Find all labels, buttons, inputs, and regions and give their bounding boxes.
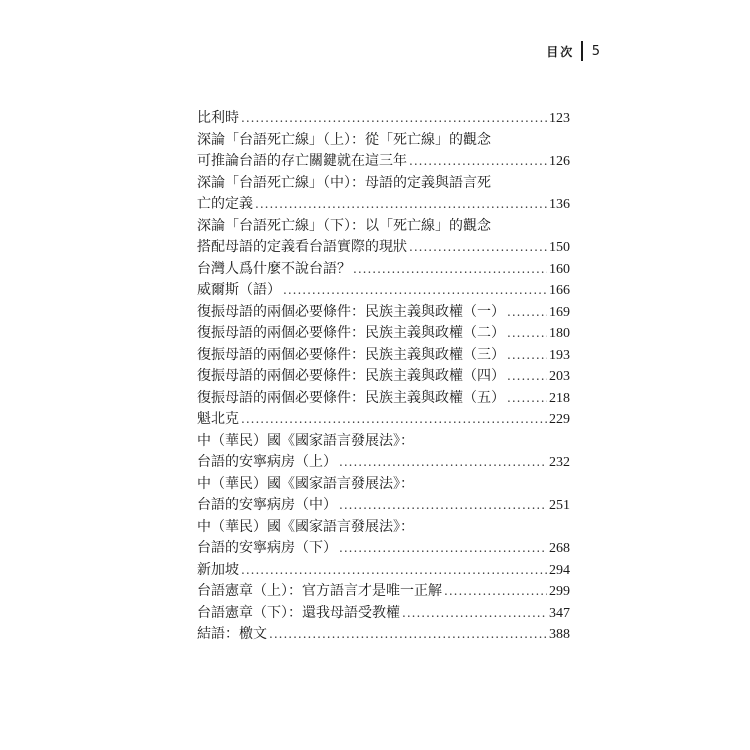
toc-entry <box>197 323 570 345</box>
toc-entry-page-number: 268 <box>549 541 570 556</box>
toc-entry-title: 台語的安寧病房（下） <box>197 540 337 556</box>
toc-entry-title: 可推論台語的存亡關鍵就在這三年 <box>197 153 407 169</box>
toc-entry-title: 比利時 <box>197 110 239 126</box>
dot-leader <box>353 259 547 281</box>
toc-entry-final-line <box>197 388 570 410</box>
toc-entry-page-number: 294 <box>549 562 570 578</box>
toc-entry-title: 搭配母語的定義看台語實際的現狀 <box>197 239 407 255</box>
toc-entry <box>197 130 570 173</box>
toc-entry-final-line <box>197 366 570 388</box>
toc-entry <box>197 366 570 388</box>
toc-entry <box>197 216 570 259</box>
toc-entry-page-number: 299 <box>549 584 570 599</box>
toc-entry-page-number: 126 <box>549 154 570 169</box>
toc-entry-page-number: 150 <box>549 240 570 255</box>
toc-entry <box>197 624 570 646</box>
toc-entry-final-line <box>197 280 570 302</box>
toc-entry-title: 台語的安寧病房（上） <box>197 454 337 470</box>
header-page-number: 5 <box>591 43 600 59</box>
toc-entry-final-line <box>197 151 570 173</box>
toc-entry-title: 復振母語的兩個必要條件：民族主義與政權（五） <box>197 389 505 406</box>
toc-entry-page-number: 193 <box>549 347 570 363</box>
toc-entry <box>197 603 570 625</box>
toc-entry <box>197 560 570 582</box>
toc-entry-final-line <box>197 581 570 603</box>
toc-entry-title-line: 深論「台語死亡線」（中）：母語的定義與語言死 <box>197 174 491 191</box>
toc-entry-final-line <box>197 259 570 281</box>
toc-entry-final-line <box>197 345 570 367</box>
toc-entry-title: 台語憲章（上）：官方語言才是唯一正解 <box>197 583 442 599</box>
toc-entry-title: 台灣人爲什麼不說台語？ <box>197 260 351 277</box>
toc-entry <box>197 581 570 603</box>
dot-leader <box>269 624 547 646</box>
toc-entry-title-line: 深論「台語死亡線」（下）：以「死亡線」的觀念 <box>197 217 491 234</box>
toc-entry-title-line: 中（華民）國《國家語言發展法》： <box>197 432 414 449</box>
dot-leader <box>507 345 547 367</box>
dot-leader <box>409 151 547 173</box>
toc-entry-title-line: 深論「台語死亡線」（上）：從「死亡線」的觀念 <box>197 131 491 148</box>
toc-entry <box>197 474 570 517</box>
toc-entry-title: 復振母語的兩個必要條件：民族主義與政權（二） <box>197 325 505 341</box>
toc-entry <box>197 173 570 216</box>
dot-leader <box>241 560 547 582</box>
toc-entry-title-line: 中（華民）國《國家語言發展法》： <box>197 518 414 535</box>
toc-entry <box>197 108 570 130</box>
toc-entry-page-number: 136 <box>549 197 570 212</box>
table-of-contents <box>197 108 570 646</box>
header-divider <box>581 41 583 61</box>
toc-entry <box>197 259 570 281</box>
toc-entry-title: 威爾斯（語） <box>197 282 281 298</box>
dot-leader <box>241 108 547 130</box>
toc-entry-final-line <box>197 452 570 474</box>
toc-entry <box>197 302 570 324</box>
toc-entry-final-line <box>197 603 570 625</box>
toc-entry-title: 魁北克 <box>197 411 239 427</box>
toc-entry-page-number: 388 <box>549 627 570 642</box>
toc-entry-final-line <box>197 409 570 431</box>
toc-entry-title: 結語：檄文 <box>197 626 267 642</box>
toc-entry-title-line: 中（華民）國《國家語言發展法》： <box>197 475 414 492</box>
toc-entry-final-line <box>197 624 570 646</box>
toc-entry-page-number: 232 <box>549 455 570 470</box>
dot-leader <box>507 366 547 388</box>
toc-entry <box>197 345 570 367</box>
toc-entry-title: 復振母語的兩個必要條件：民族主義與政權（三） <box>197 346 505 363</box>
running-header <box>546 41 600 61</box>
dot-leader <box>241 409 547 431</box>
toc-entry-final-line <box>197 323 570 345</box>
toc-entry <box>197 409 570 431</box>
toc-entry-final-line <box>197 194 570 216</box>
toc-entry-title: 新加坡 <box>197 561 239 578</box>
toc-entry <box>197 280 570 302</box>
toc-entry-page-number: 160 <box>549 261 570 277</box>
toc-entry <box>197 431 570 474</box>
toc-entry-page-number: 166 <box>549 283 570 298</box>
toc-entry-page-number: 123 <box>549 111 570 126</box>
toc-entry-final-line <box>197 495 570 517</box>
toc-entry-title: 亡的定義 <box>197 196 253 212</box>
dot-leader <box>507 323 547 345</box>
toc-entry-title: 復振母語的兩個必要條件：民族主義與政權（一） <box>197 303 505 320</box>
toc-entry-final-line <box>197 108 570 130</box>
toc-entry-page-number: 347 <box>549 605 570 621</box>
toc-entry-final-line <box>197 302 570 324</box>
dot-leader <box>339 452 547 474</box>
toc-entry-final-line <box>197 538 570 560</box>
toc-entry <box>197 388 570 410</box>
toc-entry-page-number: 180 <box>549 326 570 341</box>
toc-entry-page-number: 251 <box>549 498 570 513</box>
toc-entry-page-number: 229 <box>549 412 570 427</box>
header-section-title: 目次 <box>546 44 575 59</box>
dot-leader <box>339 538 547 560</box>
dot-leader <box>255 194 547 216</box>
toc-entry-final-line <box>197 237 570 259</box>
toc-entry <box>197 517 570 560</box>
toc-entry-page-number: 218 <box>549 390 570 406</box>
dot-leader <box>402 603 547 625</box>
dot-leader <box>339 495 547 517</box>
dot-leader <box>283 280 547 302</box>
toc-entry-title: 台語憲章（下）：還我母語受教權 <box>197 604 400 621</box>
dot-leader <box>444 581 547 603</box>
toc-entry-page-number: 203 <box>549 369 570 384</box>
toc-entry-title: 台語的安寧病房（中） <box>197 497 337 513</box>
dot-leader <box>507 388 547 410</box>
toc-entry-page-number: 169 <box>549 304 570 320</box>
dot-leader <box>507 302 547 324</box>
dot-leader <box>409 237 547 259</box>
toc-entry-final-line <box>197 560 570 582</box>
toc-entry-title: 復振母語的兩個必要條件：民族主義與政權（四） <box>197 368 505 384</box>
